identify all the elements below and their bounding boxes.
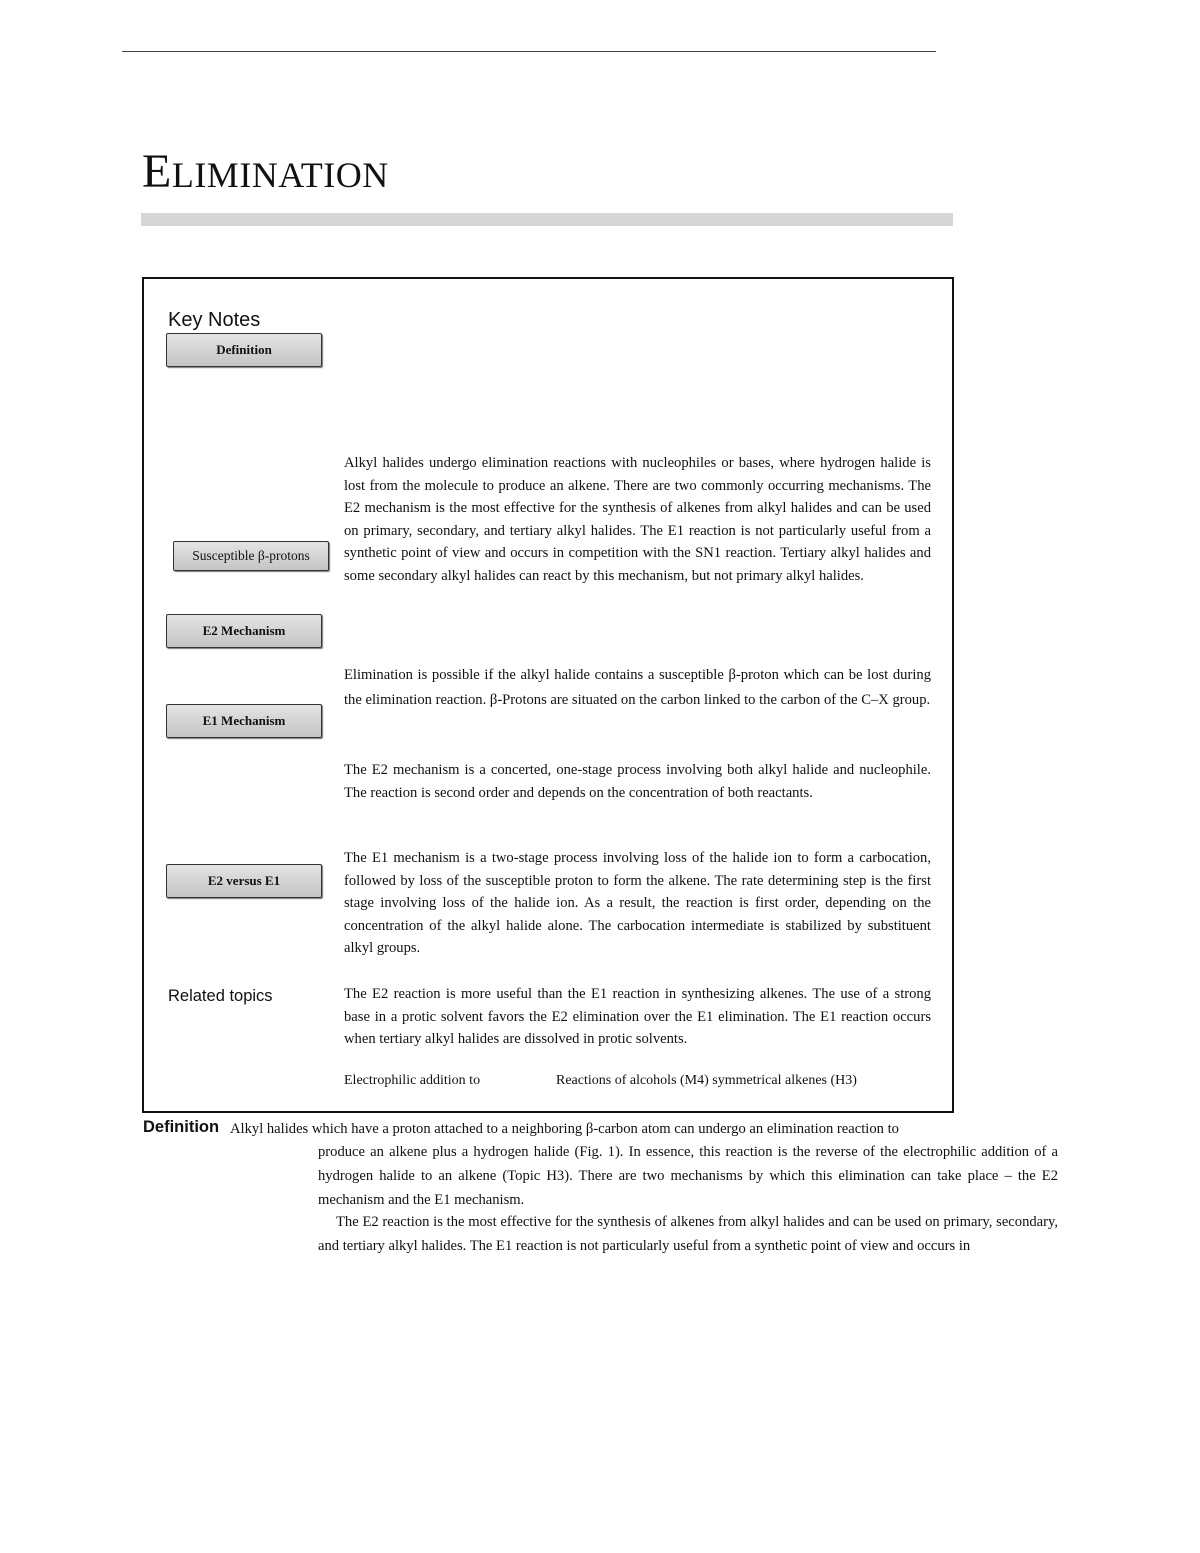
note-paragraph-e2: The E2 mechanism is a concerted, one-stage process involving both alkyl halide and nucleophile. The reaction is second order and depends on the concentration of both reactants. — [344, 762, 931, 801]
chapter-title-rest: LIMINATION — [171, 155, 389, 195]
related-topic-alcohols: Reactions of alcohols (M4) symmetrical alkenes (H3) — [556, 1073, 857, 1088]
chapter-title — [142, 145, 389, 198]
definition-heading: Definition — [143, 1118, 220, 1136]
note-paragraph-e1: The E1 mechanism is a two-stage process involving loss of the halide ion to form a carbocation, followed by loss of the susceptible proton to form the alkene. The rate determining step is the first stage involving loss of the halide ion. As a result, the reaction is first order, depending on the concentration of the alkyl halide alone. The carbocation intermediate is stabilized by substituent alkyl groups. — [344, 850, 931, 957]
top-rule — [122, 51, 936, 52]
definition-body: produce an alkene plus a hydrogen halide (Fig. 1). In essence, this reaction is the reverse of the electrophilic addition of a hydrogen halide to an alkene (Topic H3). There are two mechanisms by which this elimination can take place – the E2 mechanism and the E1 mechanism. — [318, 1144, 1058, 1208]
label-susceptible-beta-protons: Susceptible β-protons — [173, 541, 329, 571]
definition-body-continued: The E2 reaction is the most effective for the synthesis of alkenes from alkyl halides and can be used on primary, secondary, and tertiary alkyl halides. The E1 reaction is not particularly useful from a synthetic point of view and occurs in — [318, 1214, 1058, 1254]
label-e2-versus-e1: E2 versus E1 — [166, 864, 322, 898]
label-e2-mechanism: E2 Mechanism — [166, 614, 322, 648]
note-paragraph-susceptible: Elimination is possible if the alkyl halide contains a susceptible β-proton which can be lost during the elimination reaction. β-Protons are situated on the carbon linked to the carbon of the C–X group. — [344, 667, 931, 708]
note-paragraph-definition: Alkyl halides undergo elimination reactions with nucleophiles or bases, where hydrogen halide is lost from the molecule to produce an alkene. There are two commonly occurring mechanisms. The E2 mechanism is the most effective for the synthesis of alkenes from alkyl halides and can be used on primary, secondary, and tertiary alkyl halides. The E1 reaction is not particularly useful from a synthetic point of view and occurs in competition with the SN1 reaction. Tertiary alkyl halides and some secondary alkyl halides can react by this mechanism, but not primary alkyl halides. — [344, 455, 931, 584]
note-paragraph-e2-vs-e1: The E2 reaction is more useful than the E1 reaction in synthesizing alkenes. The use of a strong base in a protic solvent favors the E2 elimination over the E1 elimination. The E1 reaction occurs when tertiary alkyl halides are dissolved in protic solvents. — [344, 986, 931, 1048]
chapter-title-initial: E — [142, 145, 172, 198]
title-underline-bar — [141, 213, 953, 226]
label-e1-mechanism: E1 Mechanism — [166, 704, 322, 738]
definition-first-line: Alkyl halides which have a proton attached to a neighboring β-carbon atom can undergo an elimination reaction to — [230, 1121, 899, 1137]
label-definition: Definition — [166, 333, 322, 367]
related-topics-heading: Related topics — [168, 987, 273, 1005]
key-notes-heading: Key Notes — [168, 309, 261, 331]
related-topic-electrophilic: Electrophilic addition to — [344, 1073, 481, 1088]
